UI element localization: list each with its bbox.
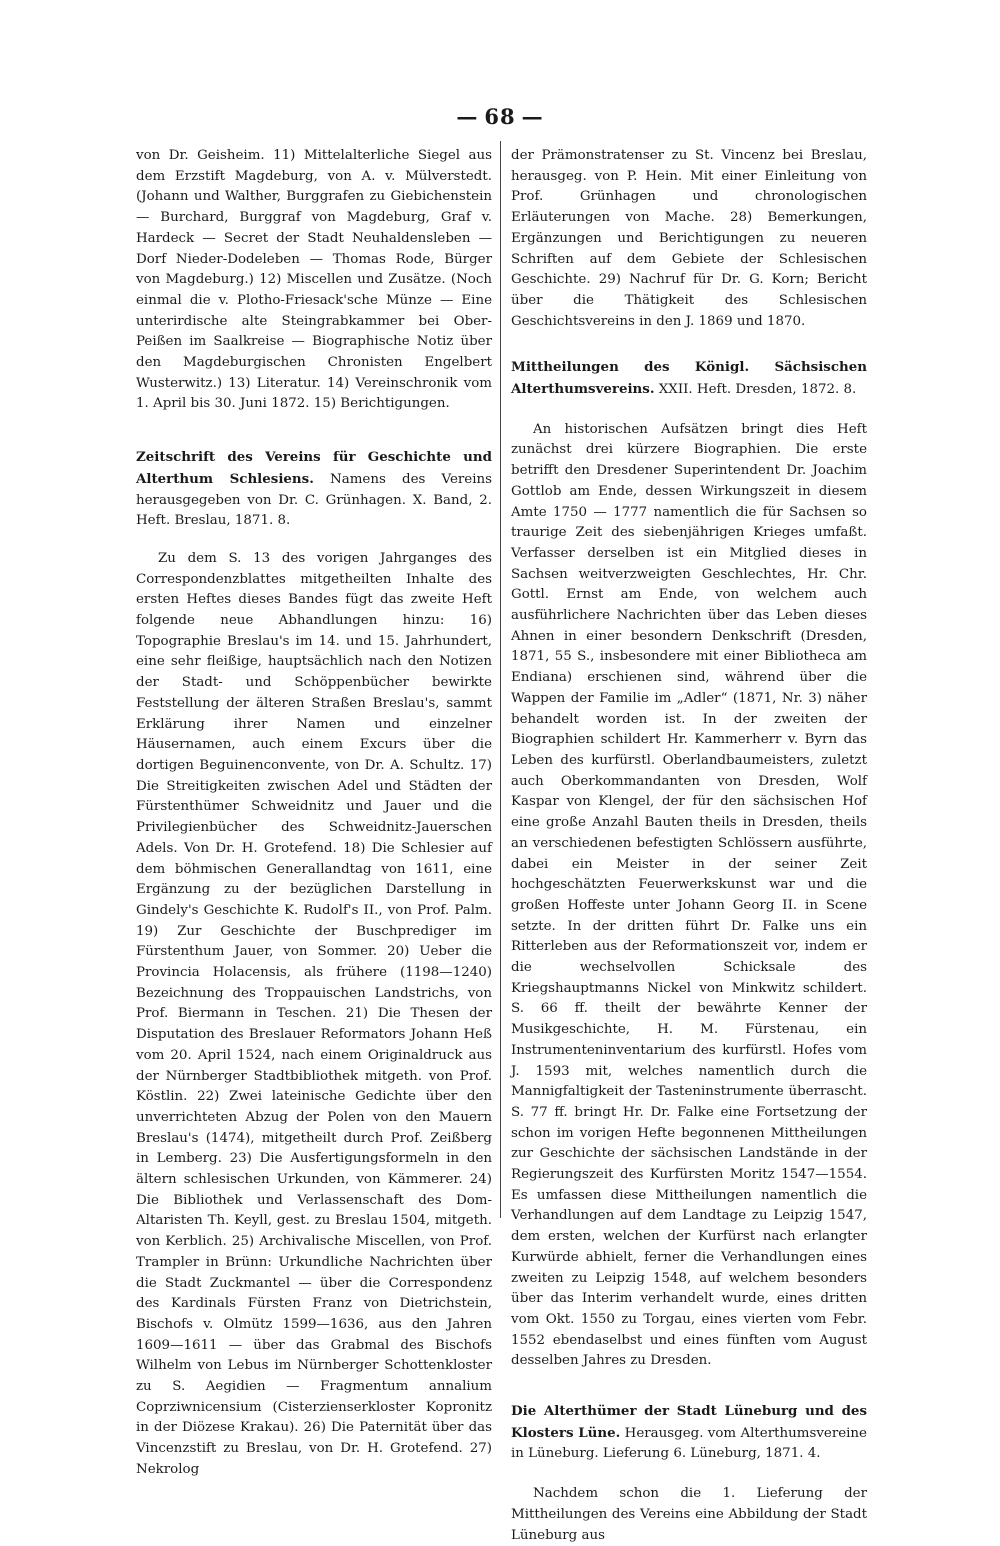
right-section-3-meta: Herausgeg. vom Alterthumsvereine in Lüneburg. Lieferung 6. Lüneburg, 1871. 4. xyxy=(511,1425,867,1462)
left-paragraph-1: von Dr. Geisheim. 11) Mittelalterliche Siegel aus dem Erzstift Magdeburg, von A. v. Mülverstedt. (Johann und Walther, Burggrafen zu Giebichenstein — Burchard, Burggraf von Magdeburg, Graf v. Hardeck — Secret der Stadt Neuhaldensleben — Dorf Nieder-Dodeleben — Thomas Rode, Bürger von Magdeburg.) 12) Miscellen und Zusätze. (Noch einmal die v. Plotho-Friesack'sche Münze — Eine unterirdische alte Steingrabkammer bei Ober-Peißen im Saalkreise — Biographische Notiz über den Magdeburgischen Chronisten Engelbert Wusterwitz.) 13) Literatur. 14) Vereinschronik vom 1. April bis 30. Juni 1872. 15) Berichtigungen. xyxy=(136,148,492,412)
column-divider xyxy=(500,141,501,1218)
right-section-2-heading xyxy=(511,357,867,400)
right-paragraph-1: der Prämonstratenser zu St. Vincenz bei Breslau, herausgeg. von P. Hein. Mit einer Einleitung von Prof. Grünhagen und chronologischen Erläuterungen von Mache. 28) Bemerkungen, Ergänzungen und Berichtigungen zu neueren Schriften auf dem Gebiete der Schlesischen Geschichte. 29) Nachruf für Dr. G. Korn; Bericht über die Thätigkeit des Schlesischen Geschichtsvereins in den J. 1869 und 1870. xyxy=(511,148,867,329)
page-number xyxy=(0,104,1000,129)
left-section-heading xyxy=(136,447,492,532)
right-paragraph-3: Nachdem schon die 1. Lieferung der Mittheilungen des Vereins eine Abbildung der Stadt Lüneburg aus xyxy=(511,1486,867,1543)
dash-right: — xyxy=(521,104,544,129)
dash-left: — xyxy=(456,104,479,129)
page-number-value: 68 xyxy=(484,104,516,129)
right-paragraph-2: An historischen Aufsätzen bringt dies Heft zunächst drei kürzere Biographien. Die erste betrifft den Dresdener Superintendent Dr. Joachim Gottlob am Ende, dessen Wirkungszeit in diesem Amte 1750 — 1777 namentlich die für Sachsen so traurige Zeit des siebenjährigen Krieges umfaßt. Verfasser derselben ist ein Mitglied dieses in Sachsen weitverzweigten Geschlechtes, Hr. Chr. Gottl. Ernst am Ende, von welchem auch ausführlichere Nachrichten über das Leben dieses Ahnen in einer besondern Denkschrift (Dresden, 1871, 55 S., insbesondere mit einer Bibliotheca am Endiana) erschienen sind, während über die Wappen der Familie im „Adler“ (1871, Nr. 3) näher behandelt worden ist. In der zweiten der Biographien schildert Hr. Kammerherr v. Byrn das Leben des kurfürstl. Oberlandbaumeisters, zuletzt auch Oberkommandanten von Dresden, Wolf Kaspar von Klengel, der für den sächsischen Hof eine große Anzahl Bauten theils in Dresden, theils an verschiedenen befestigten Schlössern ausführte, dabei ein Meister in der seiner Zeit hochgeschätzten Feuerwerkskunst war und die großen Hoffeste unter Johann Georg II. in Scene setzte. In der dritten führt Dr. Falke uns ein Ritterleben aus der Reformationszeit vor, indem er die wechselvollen Schicksale des Kriegshauptmanns Nickel von Minkwitz schildert. S. 66 ff. theilt der bewährte Kenner der Musikgeschichte, H. M. Fürstenau, ein Instrumenteninventarium des kurfürstl. Hofes vom J. 1593 mit, welches namentlich durch die Mannigfaltigkeit der Tasteninstrumente überrascht. S. 77 ff. bringt Hr. Dr. Falke eine Fortsetzung der schon im vorigen Hefte begonnenen Mittheilungen zur Geschichte der sächsischen Landstände in der Regierungszeit des Kurfürsten Moritz 1547—1554. Es umfassen diese Mittheilungen namentlich die Verhandlungen auf dem Landtage zu Leipzig 1547, dem ersten, welchen der Kurfürst nach erlangter Kurwürde abhielt, ferner die Verhandlungen eines zweiten zu Leipzig 1548, auf welchem besonders über das Interim verhandelt wurde, eines dritten vom Okt. 1550 zu Torgau, eines vierten vom Febr. 1552 ebendaselbst und eines fünften vom August desselben Jahres zu Dresden. xyxy=(511,421,867,1369)
right-section-2-title: Mittheilungen des Königl. Sächsischen Alterthumsvereins. xyxy=(511,359,867,398)
left-paragraph-2: Zu dem S. 13 des vorigen Jahrganges des Correspondenzblattes mitgetheilten Inhalte des ersten Heftes dieses Bandes fügt das zweite Heft folgende neue Abhandlungen hinzu: 16) Topographie Breslau's im 14. und 15. Jahrhundert, eine sehr fleißige, hauptsächlich nach den Notizen der Stadt- und Schöppenbücher bewirkte Feststellung der älteren Straßen Breslau's, sammt Erklärung ihrer Namen und einzelner Häusernamen, auch einem Excurs über die dortigen Beguinenconvente, von Dr. A. Schultz. 17) Die Streitigkeiten zwischen Adel und Städten der Fürstenthümer Schweidnitz und Jauer und die Privilegienbücher des Schweidnitz-Jauerschen Adels. Von Dr. H. Grotefend. 18) Die Schlesier auf dem böhmischen Generallandtag von 1611, eine Ergänzung zu der bezüglichen Darstellung in Gindely's Geschichte K. Rudolf's II., von Prof. Palm. 19) Zur Geschichte der Buschprediger im Fürstenthum Jauer, von Sommer. 20) Ueber die Provincia Holacensis, als frühere (1198—1240) Bezeichnung des Troppauischen Landstrichs, von Prof. Biermann in Teschen. 21) Die Thesen der Disputation des Breslauer Reformators Johann Heß vom 20. April 1524, nach einem Originaldruck aus der Nürnberger Stadtbibliothek mitgeth. von Prof. Köstlin. 22) Zwei lateinische Gedichte über den unverrichteten Abzug der Polen von den Mauern Breslau's (1474), mitgetheilt durch Prof. Zeißberg in Lemberg. 23) Die Ausfertigungsformeln in den ältern schlesischen Urkunden, von Kämmerer. 24) Die Bibliothek und Verlassenschaft des Dom-Altaristen Th. Keyll, gest. zu Breslau 1504, mitgeth. von Kerblich. 25) Archivalische Miscellen, von Prof. Trampler in Brünn: Urkundliche Nachrichten über die Stadt Zuckmantel — über die Correspondenz des Kardinals Fürsten Franz von Dietrichstein, Bischofs v. Olmütz 1599—1636, aus den Jahren 1609—1611 — über das Grabmal des Bischofs Wilhelm von Lebus im Nürnberger Schottenkloster zu S. Aegidien — Fragmentum annalium Coprziwnicensium (Cisterzienserkloster Kopronitz in der Diözese Krakau). 26) Die Paternität über das Vincenzstift zu Breslau, von Dr. H. Grotefend. 27) Nekrolog xyxy=(136,550,492,1477)
right-column xyxy=(511,146,867,1546)
right-section-2-meta: XXII. Heft. Dresden, 1872. 8. xyxy=(658,382,857,398)
right-section-3-title: Die Alterthümer der Stadt Lüneburg und des Klosters Lüne. xyxy=(511,1403,867,1441)
right-section-3-heading xyxy=(511,1401,867,1465)
left-section-meta: Namens des Vereins herausgegeben von Dr. C. Grünhagen. X. Band, 2. Heft. Breslau, 1871. 8. xyxy=(136,471,492,529)
left-section-title: Zeitschrift des Vereins für Geschichte und Alterthum Schlesiens. xyxy=(136,449,492,487)
left-column xyxy=(136,146,492,1481)
